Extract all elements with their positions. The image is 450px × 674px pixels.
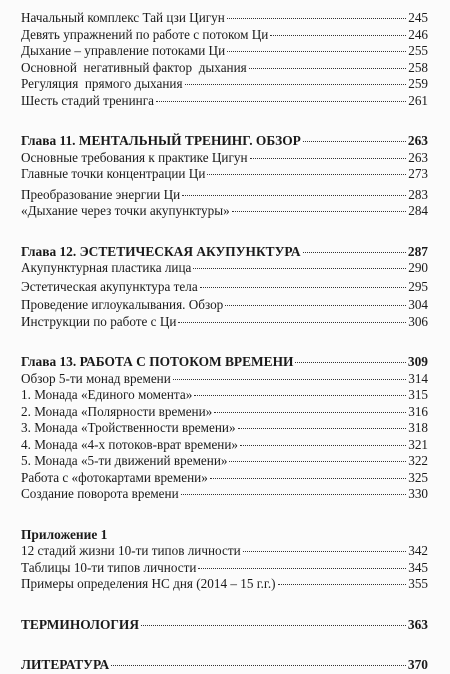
chapter-page: 263 <box>407 133 428 148</box>
toc-entry-title: Обзор 5-ти монад времени <box>21 370 171 386</box>
dot-leader <box>225 305 406 306</box>
toc-entry[interactable] <box>21 187 428 204</box>
toc-entry-title: Главные точки концентрации Ци <box>21 166 206 181</box>
toc-entry[interactable] <box>21 166 428 183</box>
toc-entry-page: 273 <box>408 166 428 181</box>
toc-entry-page: 259 <box>408 76 428 91</box>
dot-leader <box>227 18 406 19</box>
toc-entry-page: 304 <box>408 297 428 312</box>
toc-entry-title: Работа с «фотокартами времени» <box>21 469 208 485</box>
section-title: ТЕРМИНОЛОГИЯ <box>21 616 140 632</box>
terminology-heading[interactable] <box>21 617 428 634</box>
dot-leader <box>303 141 406 142</box>
dot-leader <box>270 35 406 36</box>
dot-leader <box>198 568 406 569</box>
chapter-title: Глава 11. МЕНТАЛЬНЫЙ ТРЕНИНГ. ОБЗОР <box>21 133 301 148</box>
chapter-13-heading[interactable] <box>21 354 428 371</box>
table-of-contents <box>21 10 428 674</box>
toc-entry-page: 314 <box>408 370 428 386</box>
toc-entry-title: Девять упражнений по работе с потоком Ци <box>21 26 269 42</box>
dot-leader <box>295 362 405 363</box>
toc-entry[interactable] <box>21 404 428 421</box>
chapter-page: 309 <box>407 354 428 369</box>
toc-entry-page: 284 <box>408 203 428 218</box>
toc-entry-page: 330 <box>408 486 428 501</box>
chapter-12-heading[interactable] <box>21 244 428 261</box>
toc-entry-title: 4. Монада «4-х потоков-врат времени» <box>21 436 238 452</box>
dot-leader <box>182 195 406 196</box>
toc-entry-title: 12 стадий жизни 10-ти типов личности <box>21 543 241 558</box>
toc-entry-page: 325 <box>408 469 428 485</box>
dot-leader <box>249 68 406 69</box>
toc-entry-title: 2. Монада «Полярности времени» <box>21 403 213 419</box>
toc-entry[interactable] <box>21 203 428 220</box>
dot-leader <box>194 395 406 396</box>
chapter-title: Глава 12. ЭСТЕТИЧЕСКАЯ АКУПУНКТУРА <box>21 243 301 259</box>
toc-entry[interactable] <box>21 76 428 93</box>
toc-entry-title: 5. Монада «5-ти движений времени» <box>21 453 228 468</box>
toc-entry[interactable] <box>21 93 428 110</box>
section-page: 363 <box>407 616 428 632</box>
dot-leader <box>227 51 406 52</box>
toc-entry-page: 283 <box>408 186 428 202</box>
toc-entry-title: Регуляция прямого дыхания <box>21 76 183 91</box>
toc-entry-title: Эстетическая акупунктура тела <box>21 278 198 294</box>
toc-entry-page: 315 <box>408 387 428 402</box>
dot-leader <box>193 268 406 269</box>
dot-leader <box>229 461 406 462</box>
toc-entry[interactable] <box>21 10 428 27</box>
toc-entry-page: 261 <box>408 92 428 108</box>
dot-leader <box>207 174 406 175</box>
toc-entry-title: Начальный комплекс Тай цзи Цигун <box>21 10 225 25</box>
appendix-heading[interactable]: Приложение 1 <box>21 526 108 542</box>
dot-leader <box>250 158 407 159</box>
toc-entry-page: 318 <box>408 420 428 435</box>
toc-entry[interactable] <box>21 437 428 454</box>
toc-entry[interactable] <box>21 576 428 593</box>
toc-entry-page: 306 <box>408 313 428 329</box>
toc-entry-page: 245 <box>408 10 428 25</box>
toc-entry-title: 3. Монада «Тройственности времени» <box>21 420 236 435</box>
toc-entry-page: 290 <box>408 260 428 275</box>
dot-leader <box>173 379 406 380</box>
toc-entry[interactable] <box>21 387 428 404</box>
toc-entry-title: Основной негативный фактор дыхания <box>21 59 247 75</box>
toc-entry-title: Основные требования к практике Цигун <box>21 149 248 165</box>
dot-leader <box>185 84 407 85</box>
toc-entry-page: 322 <box>408 453 428 468</box>
chapter-page: 287 <box>407 243 428 259</box>
toc-entry-title: Проведение иглоукалывания. Обзор <box>21 297 224 312</box>
toc-entry[interactable] <box>21 560 428 577</box>
toc-entry[interactable] <box>21 543 428 560</box>
dot-leader <box>214 412 406 413</box>
toc-entry-title: Создание поворота времени <box>21 486 179 501</box>
section-title: ЛИТЕРАТУРА <box>21 657 110 672</box>
dot-leader <box>303 252 406 253</box>
toc-entry-page: 345 <box>408 559 428 575</box>
toc-entry[interactable] <box>21 453 428 470</box>
toc-entry-title: Таблицы 10-ти типов личности <box>21 559 197 575</box>
toc-entry-title: Преобразование энергии Ци <box>21 186 181 202</box>
toc-entry-page: 316 <box>408 403 428 419</box>
toc-entry[interactable] <box>21 260 428 277</box>
toc-entry-page: 355 <box>408 576 428 591</box>
chapter-11-heading[interactable] <box>21 133 428 150</box>
dot-leader <box>156 101 406 102</box>
dot-leader <box>232 211 407 212</box>
toc-entry-page: 342 <box>408 543 428 558</box>
toc-entry[interactable] <box>21 27 428 44</box>
toc-entry[interactable] <box>21 486 428 503</box>
toc-entry[interactable] <box>21 371 428 388</box>
toc-entry[interactable] <box>21 470 428 487</box>
toc-entry-title: 1. Монада «Единого момента» <box>21 387 193 402</box>
toc-entry-title: Дыхание – управление потоками Ци <box>21 43 226 58</box>
dot-leader <box>200 287 407 288</box>
toc-entry-page: 263 <box>408 149 428 165</box>
toc-entry-page: 246 <box>408 26 428 42</box>
toc-entry[interactable] <box>21 420 428 437</box>
dot-leader <box>238 428 407 429</box>
dot-leader <box>178 322 406 323</box>
dot-leader <box>240 445 406 446</box>
toc-entry-title: Примеры определения НС дня (2014 – 15 г.г.) <box>21 576 276 591</box>
toc-entry-title: Акупунктурная пластика лица <box>21 260 192 275</box>
toc-entry-page: 321 <box>408 436 428 452</box>
toc-entry-page: 255 <box>408 43 428 58</box>
toc-entry[interactable] <box>21 150 428 167</box>
toc-entry[interactable] <box>21 279 428 296</box>
toc-entry-page: 295 <box>408 278 428 294</box>
toc-entry-title: Инструкции по работе с Ци <box>21 313 177 329</box>
dot-leader <box>141 625 406 626</box>
toc-entry[interactable] <box>21 297 428 314</box>
toc-entry[interactable] <box>21 60 428 77</box>
dot-leader <box>181 494 407 495</box>
dot-leader <box>111 665 406 666</box>
dot-leader <box>278 584 407 585</box>
toc-entry-title: Шесть стадий тренинга <box>21 92 154 108</box>
toc-entry[interactable] <box>21 314 428 331</box>
dot-leader <box>243 551 407 552</box>
chapter-title: Глава 13. РАБОТА С ПОТОКОМ ВРЕМЕНИ <box>21 354 294 369</box>
toc-entry[interactable] <box>21 43 428 60</box>
toc-entry-page: 258 <box>408 59 428 75</box>
literature-heading[interactable] <box>21 657 428 674</box>
toc-entry-title: «Дыхание через точки акупунктуры» <box>21 203 230 218</box>
section-page: 370 <box>407 657 428 672</box>
dot-leader <box>210 478 406 479</box>
